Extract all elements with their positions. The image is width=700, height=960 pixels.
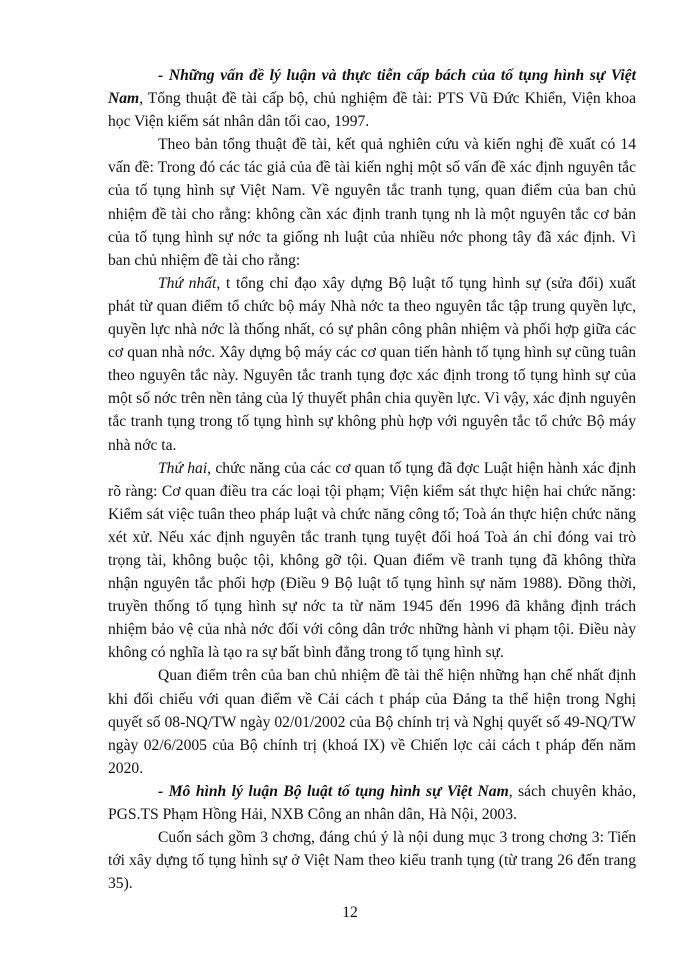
paragraph-text: Theo bản tổng thuật đề tài, kết quả nghiên cứu và kiến nghị đề xuất có 14 vấn đề: Trong đó các tác giả của đề tài kiến nghị một số vấn đề xác định nguyên tắc của tố tụng hình sự Việt Nam. Về nguyên tắc tranh tụng, quan điểm của ban chủ nhiệm đề tài cho rằng: không cần xác định tranh tụng nh là một nguyên tắc cơ bản của tố tụng hình sự nớc ta giống nh luật của nhiều nớc phong tây đã xác định. Vì ban chủ nhiệm đề tài cho rằng: (108, 136, 636, 269)
paragraph-text: Cuốn sách gồm 3 chơng, đáng chú ý là nội dung mục 3 trong chơng 3: Tiến tới xây dựng tố tụng hình sự ở Việt Nam theo kiểu tranh tụng (từ trang 26 đến trang 35). (108, 829, 636, 893)
paragraph-first-point (108, 272, 636, 457)
paragraph-text: chức năng của các cơ quan tố tụng đã đợc Luật hiện hành xác định rõ ràng: Cơ quan điều tra các loại tội phạm; Viện kiểm sát thực hiện hai chức năng: Kiểm sát việc tuân theo pháp luật và chức năng công tố; Toà án thực hiện chức năng xét xử. Nếu xác định nguyên tắc tranh tụng tuyệt đối hoá Toà án chỉ đóng vai trò trọng tài, không buộc tội, không gỡ tội. Quan điểm về tranh tụng đã không thừa nhận nguyên tắc phối hợp (Điều 9 Bộ luật tố tụng hình sự năm 1988). Đồng thời, truyền thống tố tụng hình sự nớc ta từ năm 1945 đến 1996 đã khẳng định trách nhiệm bảo vệ của nhà nớc đối với công dân trớc những hành vi phạm tội. Điều này không có nghĩa là tạo ra sự bất bình đẳng trong tố tụng hình sự. (108, 459, 636, 662)
paragraph-reference-2 (108, 780, 636, 826)
paragraph-text: Quan điểm trên của ban chủ nhiệm đề tài thể hiện những hạn chế nhất định khi đối chiếu với quan điểm về Cải cách t pháp của Đảng ta thể hiện trong Nghị quyết số 08-NQ/TW ngày 02/01/2002 của Bộ chính trị và Nghị quyết số 49-NQ/TW ngày 02/6/2005 của Bộ chính trị (khoá IX) về Chiến lợc cải cách t pháp đến năm 2020. (108, 667, 636, 777)
paragraph-assessment (108, 664, 636, 779)
point-heading: Thứ nhất (158, 274, 217, 292)
paragraph-reference-1 (108, 64, 636, 133)
reference-title: Mô hình lý luận Bộ luật tố tụng hình sự Việt Nam (168, 782, 509, 800)
reference-dash: - (158, 782, 169, 800)
paragraph-book-contents (108, 826, 636, 895)
reference-details: , sách chuyên khảo, PGS.TS Phạm Hồng Hải, NXB Công an nhân dân, Hà Nội, 2003. (108, 782, 637, 823)
paragraph-text: , t tổng chỉ đạo xây dựng Bộ luật tố tụng hình sự (sửa đổi) xuất phát từ quan điểm tổ chức bộ máy Nhà nớc ta theo nguyên tắc tập trung quyền lực, quyền lực nhà nớc là thống nhất, có sự phân công phân nhiệm và phối hợp giữa các cơ quan nhà nớc. Xây dựng bộ máy các cơ quan tiến hành tố tụng hình sự cũng tuân theo nguyên tắc này. Nguyên tắc tranh tụng đợc xác định trong tố tụng hình sự của một số nớc trên nền tảng của lý thuyết phân chia quyền lực. Vì vậy, xác định nguyên tắc tranh tụng trong tố tụng hình sự không phù hợp với nguyên tắc tổ chức Bộ máy nhà nớc ta. (108, 274, 636, 454)
reference-dash: - (158, 67, 169, 84)
page-number: 12 (342, 904, 358, 921)
reference-details: , Tổng thuật đề tài cấp bộ, chủ nghiệm đề tài: PTS Vũ Đức Khiển, Viện khoa học Viện kiểm sát nhân dân tối cao, 1997. (108, 90, 636, 131)
reference-title: Những vấn đề lý luận và thực tiễn cấp bách của tố tụng hình sự Việt Nam (108, 67, 636, 108)
paragraph-summary (108, 133, 636, 272)
paragraph-second-point (108, 457, 636, 665)
point-heading: Thứ hai, (158, 459, 212, 477)
document-body (108, 64, 636, 895)
